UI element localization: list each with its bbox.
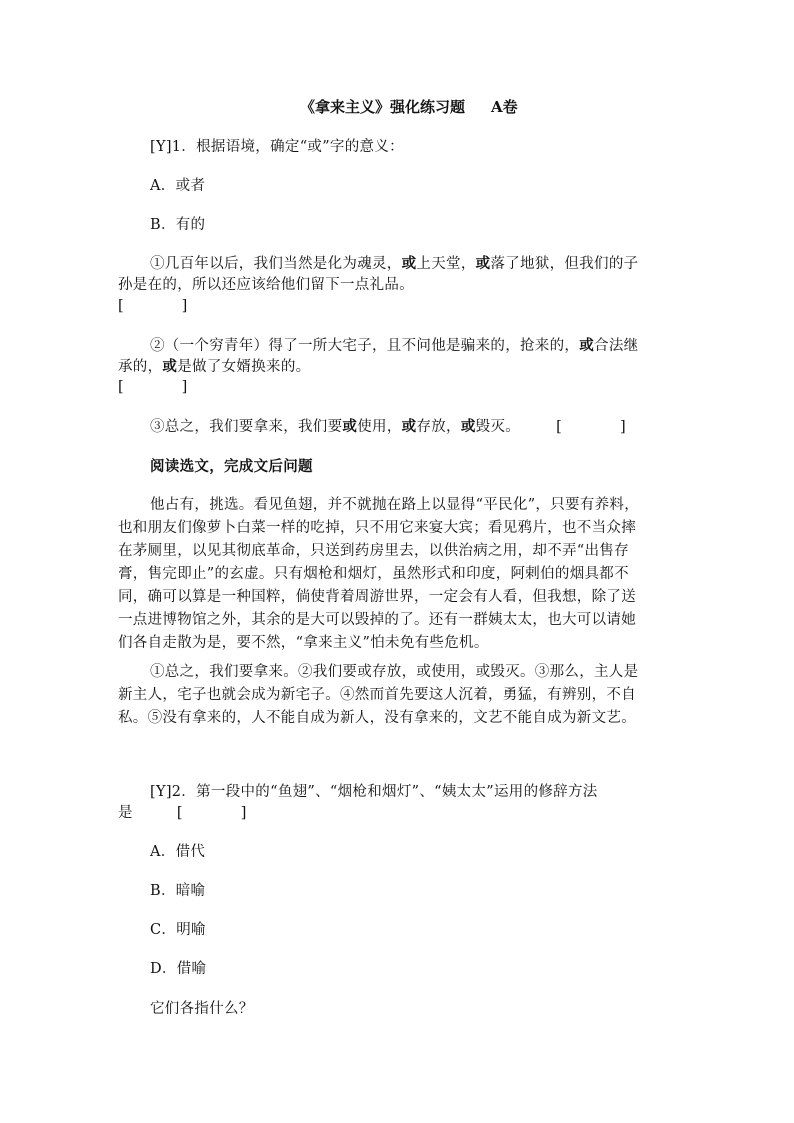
- q2-option-c: C．明喻: [150, 922, 206, 938]
- q1-sentence-3: ③总之，我们要拿来，我们要或使用，或存放，或毁灭。 [ ]: [150, 418, 626, 435]
- q1-stem: [Y]1．根据语境，确定“或”字的意义：: [150, 139, 404, 155]
- q1-answer-blank-1[interactable]: [ ]: [118, 298, 188, 314]
- q1-option-b: B．有的: [150, 217, 206, 233]
- q2-option-a: A．借代: [150, 844, 206, 860]
- q2-follow-up: 它们各指什么？: [150, 1001, 254, 1017]
- q1-sentence-1-line-2: 孙是在的，所以还应该给他们留下一点礼品。: [118, 277, 414, 293]
- passage-p1-line: 在茅厕里，以见其彻底革命，只送到药房里去，以供治病之用，却不弄“出售存: [118, 543, 629, 559]
- title-sub: A卷: [491, 98, 518, 116]
- passage-p1-line: 他占有，挑选。看见鱼翅，并不就抛在路上以显得“平民化”，只要有养料，: [150, 497, 640, 513]
- passage-p1-line: 同，确可以算是一种国粹，倘使背着周游世界，一定会有人看，但我想，除了送: [118, 589, 636, 605]
- q1-sentence-2-line-2: 承的，或是做了女婿换来的。: [118, 358, 311, 375]
- q1-answer-blank-2[interactable]: [ ]: [118, 379, 188, 395]
- passage-p2-line: 私。⑤没有拿来的，人不能自成为新人，没有拿来的，文艺不能自成为新文艺。: [118, 710, 636, 726]
- passage-p1-line: 们各自走散为是，要不然，“拿来主义”怕未免有些危机。: [118, 635, 489, 651]
- passage-p1-line: 也和朋友们像萝卜白菜一样的吃掉，只不用它来宴大宾；看见鸦片，也不当众摔: [118, 520, 636, 536]
- q2-stem-line-2: 是 [ ]: [118, 805, 247, 821]
- passage-p2-line: ①总之，我们要拿来。②我们要或存放，或使用，或毁灭。③那么，主人是: [150, 664, 639, 680]
- q2-option-d: D．借喻: [150, 961, 207, 977]
- q1-sentence-1-line-1: ①几百年以后，我们当然是化为魂灵，或上天堂，或落了地狱，但我们的子: [150, 255, 639, 272]
- q2-stem-line-1: [Y]2．第一段中的“鱼翅”、“烟枪和烟灯”、“姨太太”运用的修辞方法: [150, 784, 598, 800]
- q2-option-b: B．暗喻: [150, 883, 206, 899]
- q1-option-a: A．或者: [150, 178, 206, 194]
- passage-p1-line: 一点进博物馆之外，其余的是大可以毁掉的了。还有一群姨太太，也大可以请她: [118, 612, 636, 628]
- q1-answer-blank-3[interactable]: [ ]: [556, 419, 626, 435]
- page-title: [300, 96, 518, 117]
- section-heading: 阅读选文，完成文后问题: [150, 458, 313, 475]
- title-main: 《拿来主义》强化练习题: [300, 98, 466, 116]
- passage-p1-line: 膏，售完即止”的玄虚。只有烟枪和烟灯，虽然形式和印度，阿剌伯的烟具都不: [118, 566, 629, 582]
- passage-p2-line: 新主人，宅子也就会成为新宅子。④然而首先要这人沉着，勇猛，有辨别，不自: [118, 687, 636, 703]
- q1-sentence-2-line-1: ②（一个穷青年）得了一所大宅子，且不问他是骗来的，抢来的，或合法继: [150, 337, 639, 354]
- q2-answer-blank[interactable]: [ ]: [176, 805, 247, 821]
